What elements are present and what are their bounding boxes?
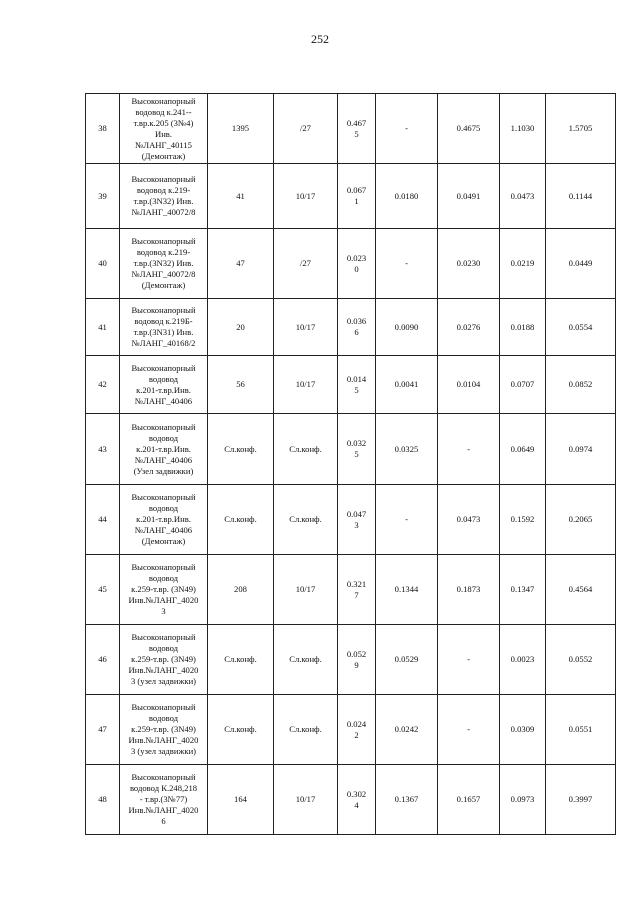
split-value-cell [338,229,376,299]
total-cell: 0.0449 [546,229,616,299]
length-cell: 20 [208,299,274,356]
object-name-line: водовод [148,643,179,653]
object-name-line: №ЛАНГ_40072/8 [131,207,196,217]
length-cell: 56 [208,356,274,414]
diameter-cell: 10/17 [274,164,338,229]
split-value-line: 0.047 [346,508,367,519]
object-name-cell [120,625,208,695]
total-cell: 0.4564 [546,555,616,625]
total-cell: 0.0554 [546,299,616,356]
value-cell-3: 0.0649 [500,414,546,485]
object-name-line: т.вр.к.205 (3№4) [133,117,194,128]
object-name-cell [120,555,208,625]
object-name-cell [120,229,208,299]
value-cell-3: 0.0707 [500,356,546,414]
table-row [86,555,616,625]
row-number-cell: 46 [86,625,120,695]
split-value-line: 0.036 [346,316,367,326]
object-name-line: (Демонтаж) [141,280,186,290]
object-name-line: 3 (узел задвижки) [130,676,197,686]
object-name-line: (Узел задвижки) [133,465,194,476]
object-name-line: №ЛАНГ_40115 [135,139,192,150]
object-name-cell [120,94,208,164]
value-cell-1: 0.0180 [376,164,438,229]
diameter-cell: Сл.конф. [274,625,338,695]
split-value-line: 0.321 [346,578,367,589]
table-row [86,414,616,485]
total-cell: 0.2065 [546,485,616,555]
object-name-line: Высоконапорный [131,362,196,373]
object-name-line: 3 (узел задвижки) [130,746,197,756]
row-number-cell: 44 [86,485,120,555]
table-row [86,695,616,765]
split-value-line: 7 [354,589,359,600]
length-cell: Сл.конф. [208,625,274,695]
object-name-line: Высоконапорный [131,632,196,642]
total-cell: 0.0552 [546,625,616,695]
value-cell-1: 0.1367 [376,765,438,835]
total-cell: 0.0551 [546,695,616,765]
object-name-line: к.259-т.вр. (3N49) [131,584,196,594]
split-value-cell [338,164,376,229]
object-name-line: водовод [148,503,179,513]
value-cell-2: 0.0491 [438,164,500,229]
object-name-line: т.вр.(3N31) Инв. [133,327,194,337]
split-value-line: 6 [354,327,359,337]
value-cell-2: 0.1873 [438,555,500,625]
object-name-line: Высоконапорный [131,562,196,572]
value-cell-2: - [438,414,500,485]
split-value-cell [338,555,376,625]
diameter-cell: 10/17 [274,356,338,414]
diameter-cell: Сл.конф. [274,695,338,765]
object-name-line: т.вр.(3N32) Инв. [133,196,194,206]
split-value-cell [338,414,376,485]
value-cell-1: - [376,485,438,555]
length-cell: Сл.конф. [208,485,274,555]
value-cell-3: 0.0188 [500,299,546,356]
row-number-cell: 39 [86,164,120,229]
split-value-line: 0 [354,263,359,274]
length-cell: 208 [208,555,274,625]
object-name-line: (Демонтаж) [141,536,186,546]
object-name-line: №ЛАНГ_40406 [134,454,193,465]
value-cell-2: - [438,625,500,695]
split-value-line: 5 [354,449,359,459]
object-name-line: к.259-т.вр. (3N49) [131,654,196,664]
object-name-line: водовод [148,573,179,583]
split-value-cell [338,299,376,356]
object-name-line: Высоконапорный [131,702,196,712]
value-cell-1: 0.0325 [376,414,438,485]
diameter-cell: 10/17 [274,299,338,356]
object-name-line: Инв.№ЛАНГ_4020 [128,665,199,675]
split-value-line: 0.014 [346,373,367,384]
object-name-line: водовод К.248,218 [129,783,198,793]
row-number-cell: 40 [86,229,120,299]
table-row [86,229,616,299]
object-name-line: водовод [148,713,179,723]
value-cell-1: 0.0041 [376,356,438,414]
object-name-line: т.вр.(3N32) Инв. [133,258,194,268]
diameter-cell: 10/17 [274,555,338,625]
object-name-line: водовод [148,373,179,384]
object-name-cell [120,356,208,414]
value-cell-1: 0.0242 [376,695,438,765]
diameter-cell: /27 [274,229,338,299]
total-cell: 0.0974 [546,414,616,485]
object-name-line: №ЛАНГ_40406 [134,525,193,535]
value-cell-3: 1.1030 [500,94,546,164]
object-name-line: Инв.№ЛАНГ_4020 [128,595,199,605]
object-name-line: 6 [161,816,166,826]
split-value-cell [338,356,376,414]
object-name-line: №ЛАНГ_40406 [134,395,193,406]
object-name-line: Инв. [154,128,172,139]
length-cell: Сл.конф. [208,695,274,765]
value-cell-1: - [376,229,438,299]
table-row [86,625,616,695]
value-cell-2: 0.4675 [438,94,500,164]
object-name-line: №ЛАНГ_40168/2 [131,338,196,348]
split-value-line: 1 [354,196,359,206]
length-cell: 164 [208,765,274,835]
diameter-cell: /27 [274,94,338,164]
split-value-cell [338,94,376,164]
row-number-cell: 41 [86,299,120,356]
split-value-line: 9 [354,659,359,670]
row-number-cell: 47 [86,695,120,765]
total-cell: 0.3997 [546,765,616,835]
split-value-line: 0.052 [346,648,367,659]
object-name-line: - т.вр.(3№77) [139,794,188,804]
value-cell-3: 0.1347 [500,555,546,625]
object-name-cell [120,414,208,485]
value-cell-2: 0.1657 [438,765,500,835]
object-name-line: 3 [161,606,166,616]
split-value-line: 0.032 [346,438,367,448]
table-body [86,94,616,835]
object-name-line: Инв.№ЛАНГ_4020 [128,735,199,745]
split-value-cell [338,765,376,835]
value-cell-2: 0.0104 [438,356,500,414]
object-name-line: Высоконапорный [131,492,196,502]
object-name-line: №ЛАНГ_40072/8 [131,269,196,279]
row-number-cell: 42 [86,356,120,414]
object-name-line: Высоконапорный [131,236,196,246]
total-cell: 1.5705 [546,94,616,164]
object-name-line: (Демонтаж) [141,150,186,161]
table-row [86,765,616,835]
object-name-cell [120,765,208,835]
object-name-line: Высоконапорный [131,305,196,315]
value-cell-3: 0.0023 [500,625,546,695]
object-name-line: к.201-т.вр.Инв. [136,443,191,454]
row-number-cell: 43 [86,414,120,485]
split-value-line: 0.024 [346,718,367,729]
value-cell-1: 0.0090 [376,299,438,356]
length-cell: Сл.конф. [208,414,274,485]
diameter-cell: Сл.конф. [274,414,338,485]
value-cell-2: 0.0230 [438,229,500,299]
object-name-line: к.259-т.вр. (3N49) [131,724,196,734]
value-cell-3: 0.1592 [500,485,546,555]
object-name-cell [120,695,208,765]
table-row [86,299,616,356]
value-cell-1: 0.1344 [376,555,438,625]
value-cell-1: 0.0529 [376,625,438,695]
split-value-line: 3 [354,519,359,530]
split-value-line: 0.023 [346,252,367,263]
split-value-cell [338,485,376,555]
split-value-line: 5 [354,384,359,395]
value-cell-1: - [376,94,438,164]
diameter-cell: Сл.конф. [274,485,338,555]
object-name-line: водовод к.241-- [135,106,192,117]
value-cell-3: 0.0219 [500,229,546,299]
split-value-line: 0.302 [346,788,367,799]
object-name-line: Высоконапорный [131,95,196,106]
value-cell-3: 0.0973 [500,765,546,835]
object-name-line: Высоконапорный [131,174,196,184]
value-cell-3: 0.0309 [500,695,546,765]
row-number-cell: 48 [86,765,120,835]
total-cell: 0.1144 [546,164,616,229]
object-name-line: водовод к.219- [136,185,191,195]
object-name-line: к.201-т.вр.Инв. [136,514,191,524]
length-cell: 41 [208,164,274,229]
total-cell: 0.0852 [546,356,616,414]
split-value-line: 0.467 [346,117,367,128]
object-name-line: водовод к.219Б- [134,316,193,326]
split-value-line: 5 [354,128,359,139]
object-name-line: водовод к.219- [136,247,191,257]
table-row [86,356,616,414]
object-name-line: Высоконапорный [131,772,196,782]
table-row [86,485,616,555]
split-value-line: 0.067 [346,185,367,195]
value-cell-2: 0.0473 [438,485,500,555]
row-number-cell: 38 [86,94,120,164]
value-cell-2: 0.0276 [438,299,500,356]
split-value-line: 2 [354,729,359,740]
table-row [86,94,616,164]
length-cell: 1395 [208,94,274,164]
table-row [86,164,616,229]
row-number-cell: 45 [86,555,120,625]
object-name-line: Инв.№ЛАНГ_4020 [128,805,199,815]
data-table [85,93,616,835]
object-name-line: к.201-т.вр.Инв. [136,384,191,395]
split-value-cell [338,625,376,695]
object-name-cell [120,299,208,356]
page-number: 252 [311,32,329,46]
object-name-cell [120,164,208,229]
value-cell-3: 0.0473 [500,164,546,229]
length-cell: 47 [208,229,274,299]
value-cell-2: - [438,695,500,765]
split-value-line: 4 [354,799,359,810]
split-value-cell [338,695,376,765]
object-name-line: водовод [148,432,179,443]
object-name-cell [120,485,208,555]
diameter-cell: 10/17 [274,765,338,835]
object-name-line: Высоконапорный [131,421,196,432]
